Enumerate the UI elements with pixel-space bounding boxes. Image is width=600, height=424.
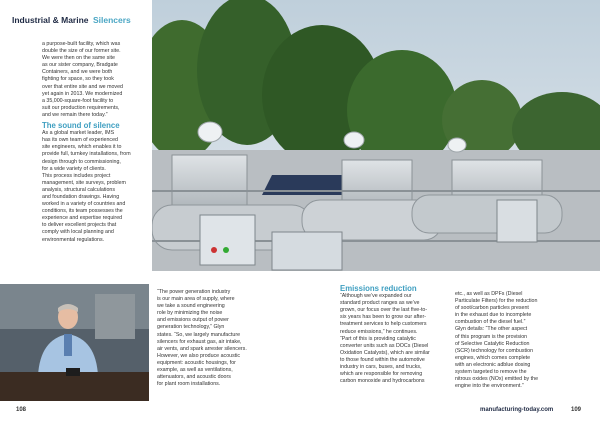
col3-body: “Although we’ve expanded our standard product ranges as we’ve grown, our focus over the last five-to- six years has been to grow our after- treatment services to help customers reduce emissions,” he continues. “Part of this is providing catalytic converter units such as DOCs (Diesel Oxidation Catalysts), which are similar to those found within the automotive industry in cars, buses, and trucks, which are responsible for removing carbon monoxide and hydrocarbons xyxy=(340,293,430,385)
text-column-2 xyxy=(157,289,267,388)
text-column-3 xyxy=(340,285,450,385)
col4-body: etc., as well as DPFs (Diesel Particulate Filters) for the reduction of soot/carbon particles present in the exhaust due to incomplete combustion of the diesel fuel.” Glyn details: “The other aspect of this program is the provision of Selective Catalytic Reduction (SCR) technology for combustion engines, which comes complete with an electronic adblue dosing system targeted to remove the nitrous oxides (NOx) emitted by the engine into the environment.” xyxy=(455,291,539,390)
site-photo-illustration xyxy=(152,0,600,271)
subhead-emissions-reduction: Emissions reduction xyxy=(340,284,417,293)
portrait-illustration xyxy=(0,284,149,401)
page-number-right: 109 xyxy=(571,407,582,413)
footer-website: manufacturing-today.com xyxy=(480,407,554,413)
text-column-1 xyxy=(42,41,150,244)
col2-body: “The power generation industry is our main area of supply, where we take a sound engineering role by minimizing the noise and emissions output of power generation technology,” Glyn states. “So, we largely manufacture silencers for exhaust gas, air intake, air vents, and spark arrester silencers. However, we also produce acoustic equipment: acoustic housings, for example, as well as ventilations, attenuators, and acoustic doors for plant room installations. xyxy=(157,289,247,388)
page-header xyxy=(0,0,152,28)
text-column-4 xyxy=(455,291,571,390)
col1-intro: a purpose-built facility, which was double the size of our former site. We were then on the same site as our sister company, Bradgate Containers, and we were both fighting for space, so they took over that entire site and we moved yet again in 2013. We modernized a 35,000-square-foot facility to suit our production requirements, and we remain there today.” xyxy=(42,41,123,118)
col1-body: As a global market leader, IMS has its own team of experienced site engineers, which enables it to provide full, turnkey installations, from design through to commissioning, for a wide variety of clients. This process includes project management, site surveys, problem analysis, structural calculations and foundation drawings. Having worked in a variety of countries and conditions, its team possesses the experience and expertise required to deliver excellent projects that comply with local planning and environmental regulations. xyxy=(42,130,131,243)
subhead-sound-of-silence: The sound of silence xyxy=(42,121,120,131)
header-title: Industrial & Marine xyxy=(12,15,89,25)
photo-industrial-site xyxy=(152,0,600,271)
page-number-left: 108 xyxy=(16,407,27,413)
header-title-accent: Silencers xyxy=(92,15,131,25)
photo-portrait xyxy=(0,284,149,401)
